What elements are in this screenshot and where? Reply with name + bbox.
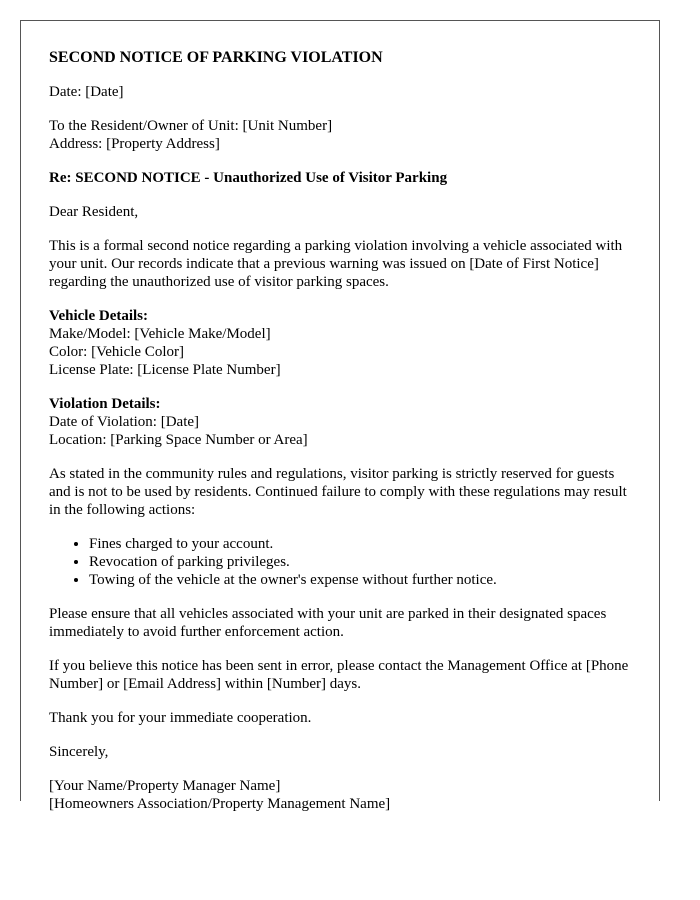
recipient-block: [49, 117, 639, 153]
violation-details-heading: Violation Details:: [49, 396, 161, 412]
signature-block: [49, 777, 639, 813]
salutation: Dear Resident,: [49, 204, 139, 220]
actions-list: [49, 535, 639, 589]
signature-organization: [Homeowners Association/Property Management Name]: [49, 796, 391, 812]
letter-title: SECOND NOTICE OF PARKING VIOLATION: [49, 49, 383, 66]
violation-date: Date of Violation: [Date]: [49, 414, 200, 430]
list-item: • Fines charged to your account.: [89, 535, 639, 553]
subject-line: Re: SECOND NOTICE - Unauthorized Use of Visitor Parking: [49, 170, 448, 186]
recipient-address-line: Address: [Property Address]: [49, 136, 220, 152]
vehicle-details-block: [49, 307, 639, 379]
vehicle-details-heading: Vehicle Details:: [49, 308, 149, 324]
vehicle-color: Color: [Vehicle Color]: [49, 344, 184, 360]
list-item: • Revocation of parking privileges.: [89, 553, 639, 571]
rules-paragraph: As stated in the community rules and regulations, visitor parking is strictly reserved for guests and is not to be used by residents. Continued failure to comply with these regulations may result in the following actions:: [49, 466, 627, 518]
letter-page: [20, 20, 660, 812]
violation-location: Location: [Parking Space Number or Area]: [49, 432, 308, 448]
vehicle-make-model: Make/Model: [Vehicle Make/Model]: [49, 326, 271, 342]
recipient-to-line: To the Resident/Owner of Unit: [Unit Number]: [49, 118, 333, 134]
date-line: Date: [Date]: [49, 84, 124, 100]
letter-body: [21, 21, 639, 813]
signature-name: [Your Name/Property Manager Name]: [49, 778, 281, 794]
contact-paragraph: If you believe this notice has been sent in error, please contact the Management Office at [Phone Number] or [Email Address] within [Number] days.: [49, 658, 629, 692]
list-item: • Towing of the vehicle at the owner's expense without further notice.: [89, 571, 639, 589]
vehicle-plate: License Plate: [License Plate Number]: [49, 362, 281, 378]
compliance-paragraph: Please ensure that all vehicles associated with your unit are parked in their designated spaces immediately to avoid further enforcement action.: [49, 606, 607, 640]
closing-line: Sincerely,: [49, 744, 109, 760]
violation-details-block: [49, 395, 639, 449]
intro-paragraph: This is a formal second notice regarding a parking violation involving a vehicle associated with your unit. Our records indicate that a previous warning was issued on [Date of First Notice] regarding the unauthorized use of visitor parking spaces.: [49, 238, 623, 290]
thanks-line: Thank you for your immediate cooperation.: [49, 710, 312, 726]
